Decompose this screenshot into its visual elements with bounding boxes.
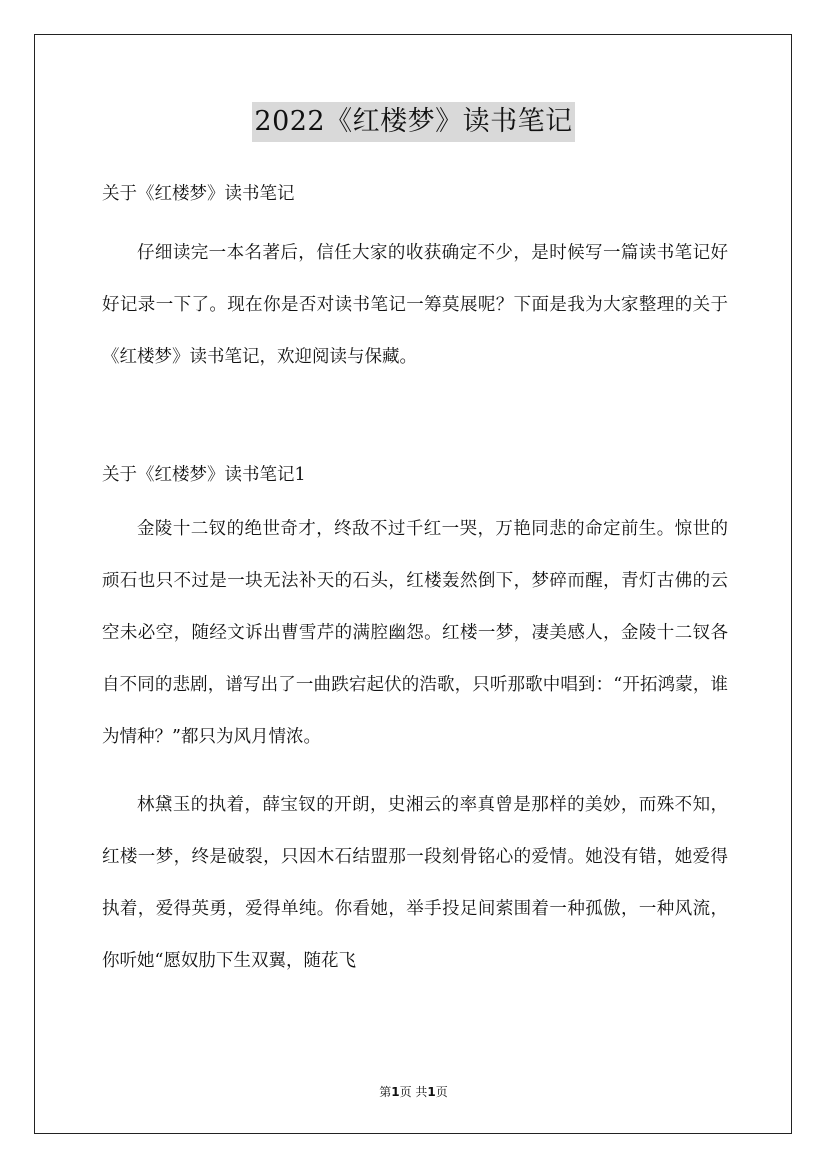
footer-suffix: 页 <box>435 1085 448 1099</box>
intro-paragraph: 仔细读完一本名著后，信任大家的收获确定不少，是时候写一篇读书笔记好好记录一下了。现在你是否对读书笔记一筹莫展呢？下面是我为大家整理的关于《红楼梦》读书笔记，欢迎阅读与保藏。 <box>102 243 728 367</box>
section-spacer <box>102 383 728 457</box>
document-subtitle: 关于《红楼梦》读书笔记 <box>102 184 295 204</box>
footer-mid: 页 共 <box>399 1085 428 1099</box>
body-paragraph: 金陵十二钗的绝世奇才，终敌不过千红一哭，万艳同悲的命定前生。惊世的顽石也只不过是一块无法补天的石头，红楼轰然倒下，梦碎而醒，青灯古佛的云空未必空，随经文诉出曹雪芹的满腔幽怨。红楼一梦，凄美感人，金陵十二钗各自不同的悲剧，谱写出了一曲跌宕起伏的浩歌，只听那歌中唱到：“开拓鸿蒙，谁为情种？”都只为风月情浓。 <box>102 519 728 747</box>
footer-page-number: 1 <box>391 1085 400 1099</box>
body-paragraph: 林黛玉的执着，薛宝钗的开朗，史湘云的率真曾是那样的美妙，而殊不知，红楼一梦，终是破裂，只因木石结盟那一段刻骨铭心的爱情。她没有错，她爱得执着，爱得英勇，爱得单纯。你看她，举手投足间萦围着一种孤傲，一种风流，你听她“愿奴肋下生双翼，随花飞 <box>102 795 728 971</box>
page-footer <box>0 1083 827 1100</box>
footer-page-total: 1 <box>427 1085 436 1099</box>
title-container <box>0 102 827 142</box>
footer-prefix: 第 <box>379 1085 392 1099</box>
document-body <box>102 176 728 1003</box>
document-title: 2022《红楼梦》读书笔记 <box>252 102 574 142</box>
section-heading: 关于《红楼梦》读书笔记1 <box>102 465 306 485</box>
